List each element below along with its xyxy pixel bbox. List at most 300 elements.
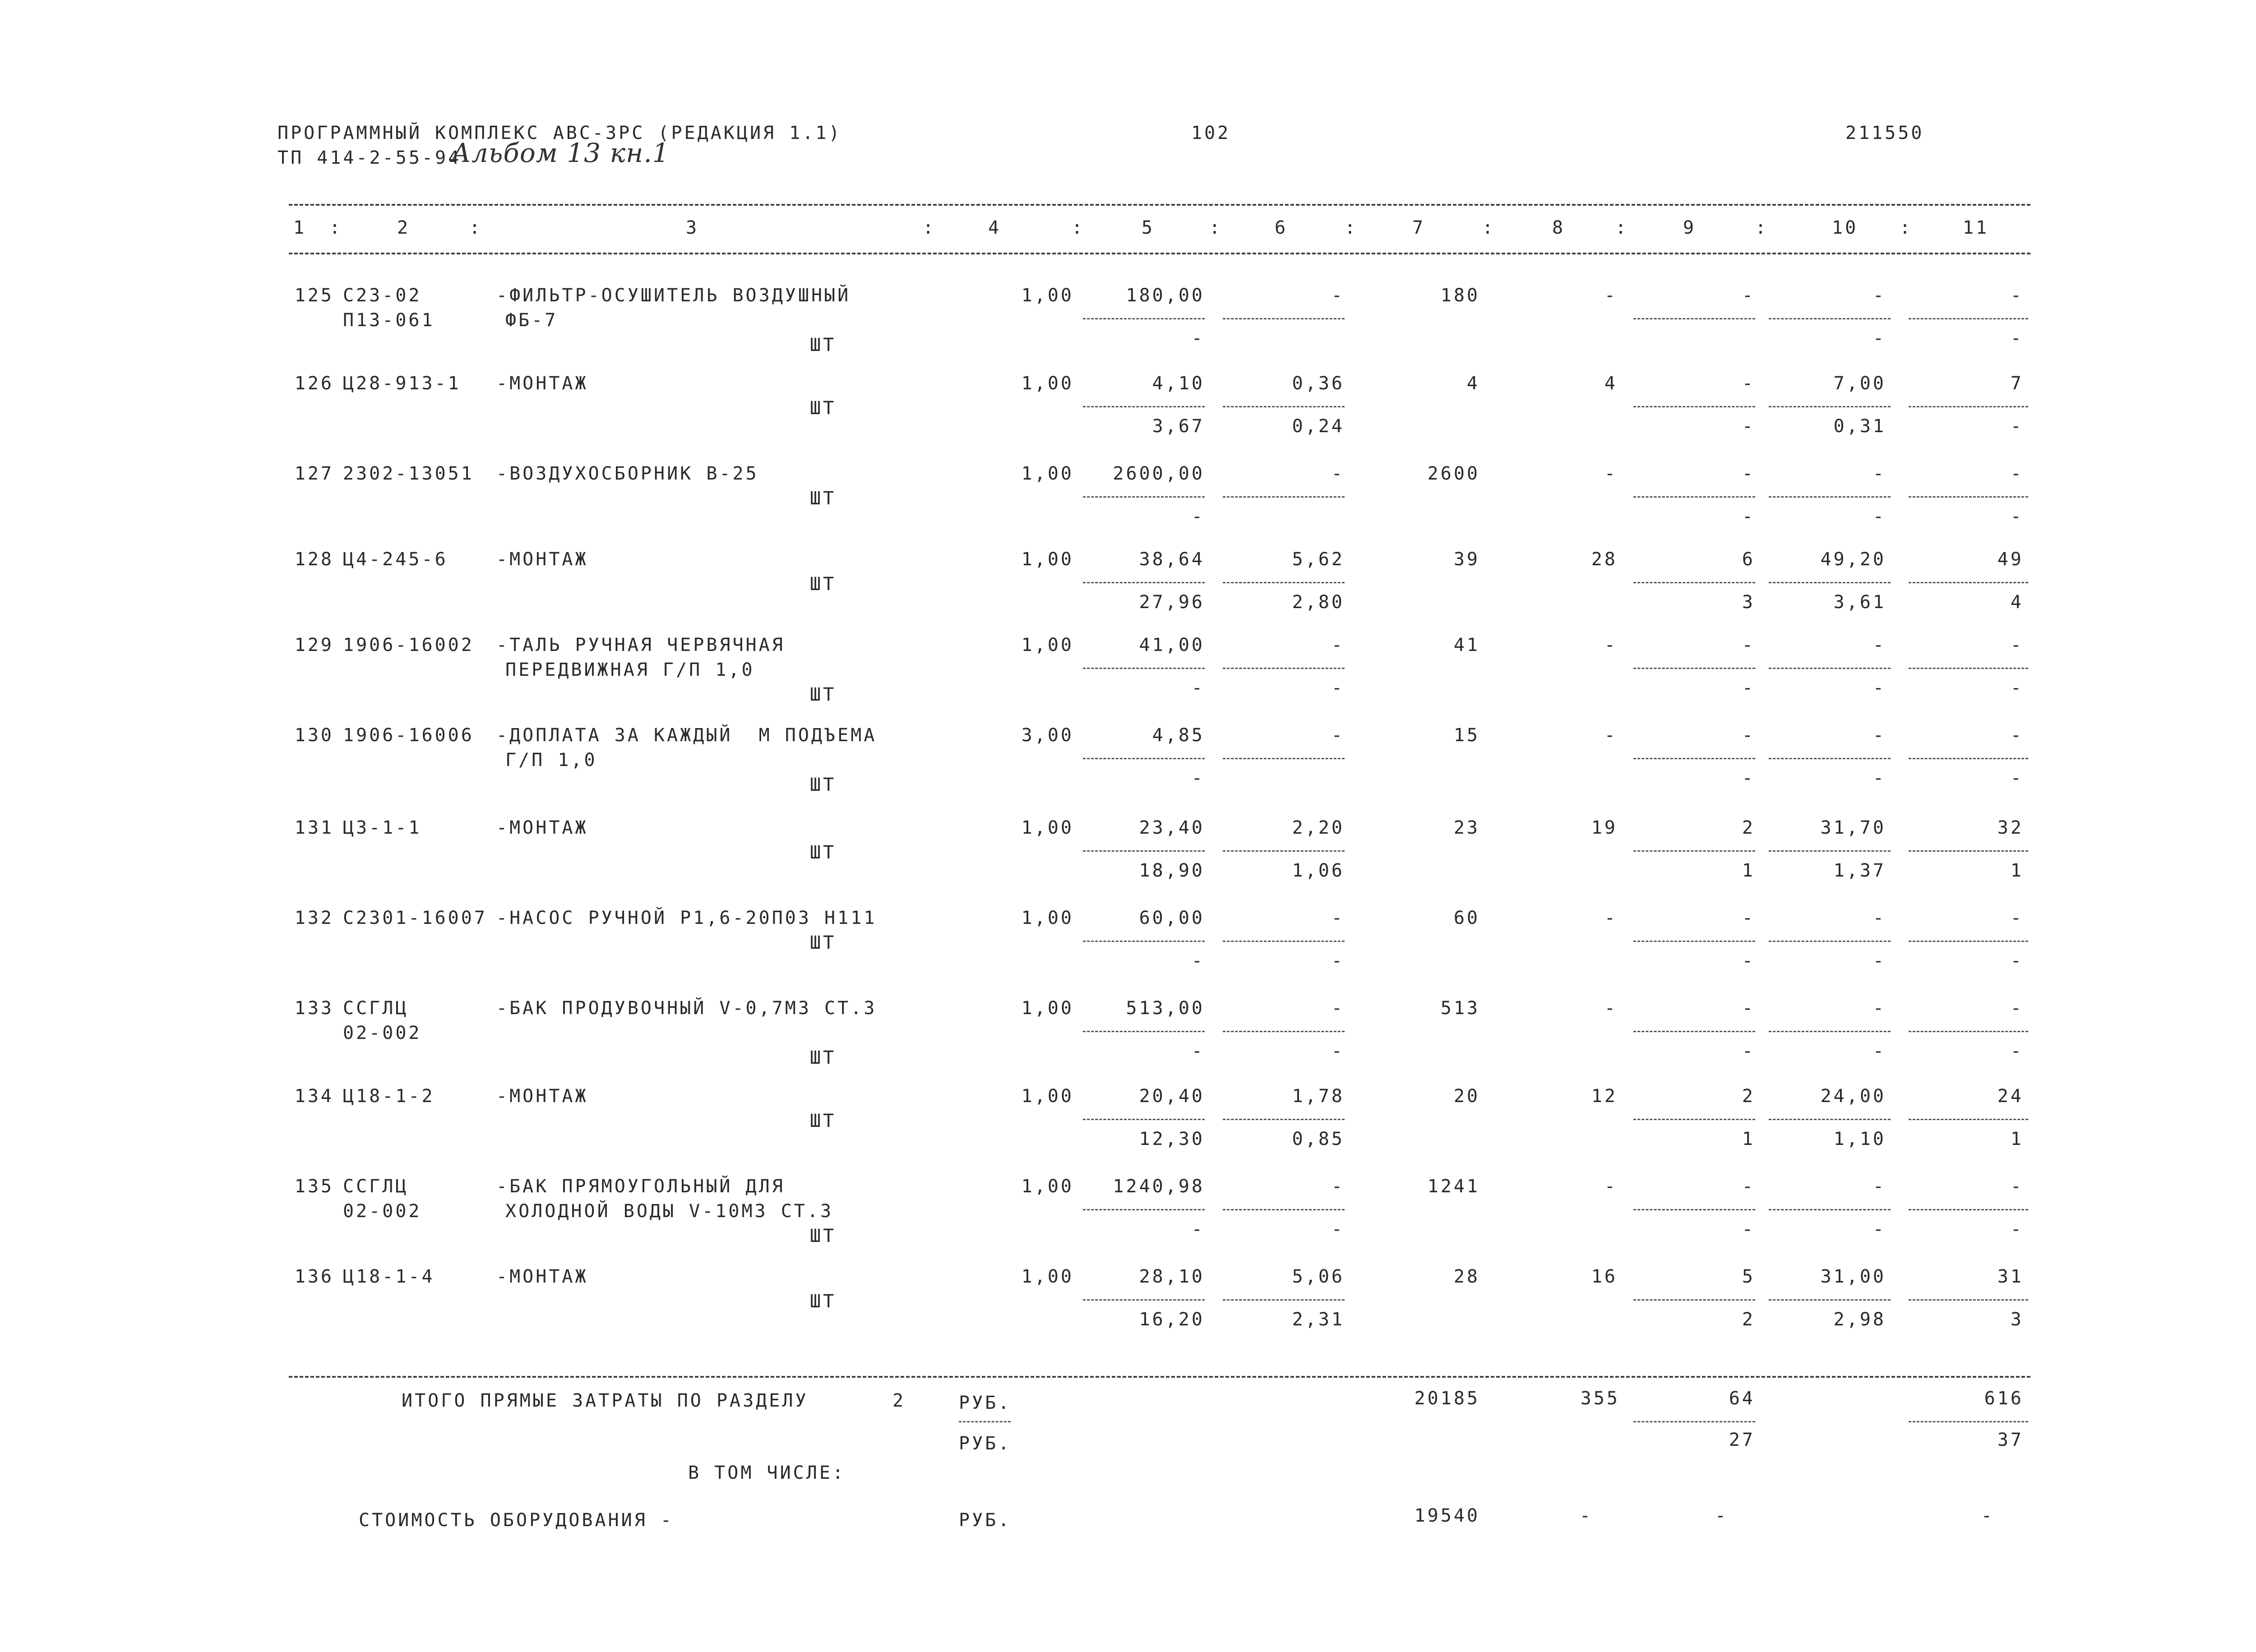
row-col9: - <box>1742 635 1755 655</box>
col10-rule <box>1769 1119 1891 1120</box>
row-qty: 1,00 <box>1021 1266 1074 1287</box>
row-number: 135 <box>294 1176 334 1197</box>
row-col11: 24 <box>1997 1086 2024 1107</box>
col5-rule <box>1083 318 1205 319</box>
row-col8: - <box>1604 725 1618 746</box>
row-col6: - <box>1331 725 1345 746</box>
row-col8: - <box>1604 998 1618 1019</box>
row-col11: - <box>2010 285 2024 306</box>
row-name: -МОНТАЖ <box>496 1266 588 1287</box>
row-code-line2: 02-002 <box>343 1023 422 1043</box>
row-col5: 513,00 <box>1126 998 1205 1019</box>
column-separator: : <box>1209 217 1223 238</box>
row-col6: - <box>1331 1176 1345 1197</box>
row-qty: 1,00 <box>1021 1086 1074 1107</box>
col9-rule <box>1633 406 1755 407</box>
column-separator: : <box>923 217 936 238</box>
row-col10-lower: - <box>1872 328 1886 349</box>
row-col6-lower: - <box>1331 678 1345 698</box>
row-col6: - <box>1331 908 1345 928</box>
row-col6: 1,78 <box>1292 1086 1345 1107</box>
row-col9: - <box>1742 373 1755 394</box>
totals-col9b: 27 <box>1729 1430 1755 1450</box>
row-col9-lower: - <box>1742 951 1755 971</box>
row-unit: ШТ <box>810 1111 837 1131</box>
row-col6-lower: 0,85 <box>1292 1129 1345 1149</box>
row-col11-lower: - <box>2010 328 2024 349</box>
row-qty: 1,00 <box>1021 549 1074 570</box>
totals-section: 2 <box>892 1390 906 1411</box>
col10-rule <box>1769 318 1891 319</box>
row-col11-lower: 3 <box>2010 1309 2024 1330</box>
row-col9: - <box>1742 908 1755 928</box>
totals-col9: 64 <box>1729 1388 1755 1409</box>
row-col9-lower: - <box>1742 678 1755 698</box>
row-col5-lower: 16,20 <box>1139 1309 1205 1330</box>
row-code: Ц18-1-4 <box>343 1266 435 1287</box>
row-col9: 6 <box>1742 549 1755 570</box>
row-name-line2: ФБ-7 <box>505 310 558 331</box>
col10-rule <box>1769 1299 1891 1301</box>
row-unit: ШТ <box>810 1226 837 1246</box>
column-header-1: 1 <box>293 217 307 238</box>
row-qty: 1,00 <box>1021 463 1074 484</box>
row-col5: 28,10 <box>1139 1266 1205 1287</box>
row-col10: - <box>1872 463 1886 484</box>
column-header-11: 11 <box>1963 217 1989 238</box>
row-col7: 60 <box>1453 908 1480 928</box>
row-col5-lower: - <box>1191 678 1205 698</box>
row-col5: 20,40 <box>1139 1086 1205 1107</box>
row-col11: 31 <box>1997 1266 2024 1287</box>
row-col6: 2,20 <box>1292 817 1345 838</box>
row-unit: ШТ <box>810 775 837 795</box>
col10-rule <box>1769 496 1891 498</box>
column-header-2: 2 <box>397 217 411 238</box>
column-header-8: 8 <box>1552 217 1566 238</box>
row-number: 132 <box>294 908 334 928</box>
col5-rule <box>1083 1299 1205 1301</box>
row-col6-lower: - <box>1331 951 1345 971</box>
equipment-col8: - <box>1579 1505 1593 1526</box>
row-qty: 1,00 <box>1021 817 1074 838</box>
col11-rule <box>1909 1031 2028 1032</box>
row-number: 127 <box>294 463 334 484</box>
row-col9: 2 <box>1742 1086 1755 1107</box>
row-col9: - <box>1742 285 1755 306</box>
row-col11: - <box>2010 725 2024 746</box>
col11-rule <box>1909 496 2028 498</box>
row-col11-lower: 4 <box>2010 592 2024 613</box>
totals-col11: 616 <box>1984 1388 2024 1409</box>
row-col8: - <box>1604 285 1618 306</box>
row-col11: - <box>2010 1176 2024 1197</box>
row-qty: 1,00 <box>1021 635 1074 655</box>
row-number: 125 <box>294 285 334 306</box>
row-col10: - <box>1872 998 1886 1019</box>
row-code: ССГЛЦ <box>343 998 409 1019</box>
row-col9-lower: 1 <box>1742 860 1755 881</box>
row-col10-lower: 3,61 <box>1833 592 1886 613</box>
column-separator: : <box>1755 217 1769 238</box>
row-col11: 32 <box>1997 817 2024 838</box>
row-col5-lower: - <box>1191 1041 1205 1061</box>
row-col6-lower: - <box>1331 1219 1345 1240</box>
row-col8: 12 <box>1591 1086 1618 1107</box>
row-name-line2: ПЕРЕДВИЖНАЯ Г/П 1,0 <box>505 660 755 680</box>
column-separator: : <box>329 217 343 238</box>
row-code-line2: 02-002 <box>343 1201 422 1222</box>
row-col6: - <box>1331 463 1345 484</box>
row-col11: - <box>2010 998 2024 1019</box>
equipment-col11: - <box>1981 1505 1994 1526</box>
row-name: -МОНТАЖ <box>496 549 588 570</box>
row-name-line2: ХОЛОДНОЙ ВОДЫ V-10М3 СТ.3 <box>505 1201 834 1222</box>
row-unit: ШТ <box>810 1291 837 1312</box>
row-code: Ц18-1-2 <box>343 1086 435 1107</box>
row-col7: 1241 <box>1427 1176 1480 1197</box>
row-code: Ц3-1-1 <box>343 817 422 838</box>
row-col5: 2600,00 <box>1113 463 1205 484</box>
row-name: -ДОПЛАТА ЗА КАЖДЫЙ М ПОДЪЕМА <box>496 725 877 746</box>
row-col10: - <box>1872 725 1886 746</box>
col6-rule <box>1223 406 1345 407</box>
row-col10: 31,70 <box>1820 817 1886 838</box>
row-name-line2: Г/П 1,0 <box>505 750 597 771</box>
col5-rule <box>1083 668 1205 669</box>
program-title: ПРОГРАММНЫЙ КОМПЛЕКС АВС-3РС (РЕДАКЦИЯ 1.1) <box>277 123 842 143</box>
row-col6-lower: 2,31 <box>1292 1309 1345 1330</box>
document-code: 211550 <box>1845 123 1924 143</box>
row-code-line2: П13-061 <box>343 310 435 331</box>
row-col11-lower: - <box>2010 1219 2024 1240</box>
row-qty: 1,00 <box>1021 998 1074 1019</box>
row-col9: - <box>1742 998 1755 1019</box>
row-unit: ШТ <box>810 932 837 953</box>
row-qty: 1,00 <box>1021 373 1074 394</box>
equipment-col9: - <box>1715 1505 1728 1526</box>
col11-rule <box>1909 1209 2028 1210</box>
col6-rule <box>1223 496 1345 498</box>
row-unit: ШТ <box>810 1047 837 1068</box>
row-col5: 180,00 <box>1126 285 1205 306</box>
row-col6-lower: - <box>1331 1041 1345 1061</box>
column-separator: : <box>1482 217 1496 238</box>
col10-rule <box>1769 668 1891 669</box>
row-col5: 1240,98 <box>1113 1176 1205 1197</box>
column-separator: : <box>1072 217 1085 238</box>
row-col10-lower: 1,37 <box>1833 860 1886 881</box>
row-col10-lower: - <box>1872 1219 1886 1240</box>
totals-unit: РУБ. <box>959 1393 1012 1413</box>
row-col10-lower: 1,10 <box>1833 1129 1886 1149</box>
row-col6: - <box>1331 635 1345 655</box>
row-code: С23-02 <box>343 285 422 306</box>
totals-col9-rule <box>1633 1421 1755 1422</box>
col5-rule <box>1083 1031 1205 1032</box>
row-col7: 2600 <box>1427 463 1480 484</box>
row-number: 126 <box>294 373 334 394</box>
row-col9: - <box>1742 725 1755 746</box>
row-qty: 3,00 <box>1021 725 1074 746</box>
col11-rule <box>1909 668 2028 669</box>
col11-rule <box>1909 1119 2028 1120</box>
row-col6: 5,06 <box>1292 1266 1345 1287</box>
col5-rule <box>1083 850 1205 852</box>
totals-col8: 355 <box>1580 1388 1620 1409</box>
row-qty: 1,00 <box>1021 285 1074 306</box>
row-col5-lower: - <box>1191 768 1205 789</box>
row-col5-lower: 27,96 <box>1139 592 1205 613</box>
totals-unit2: РУБ. <box>959 1433 1012 1454</box>
col6-rule <box>1223 1031 1345 1032</box>
row-col7: 180 <box>1440 285 1480 306</box>
row-col11-lower: - <box>2010 951 2024 971</box>
row-col10: 31,00 <box>1820 1266 1886 1287</box>
row-col6-lower: 2,80 <box>1292 592 1345 613</box>
row-col5-lower: - <box>1191 951 1205 971</box>
column-separator: : <box>1615 217 1629 238</box>
row-unit: ШТ <box>810 335 837 355</box>
row-col10-lower: - <box>1872 678 1886 698</box>
totals-col11-rule <box>1909 1421 2028 1422</box>
row-col8: - <box>1604 463 1618 484</box>
row-col11-lower: - <box>2010 416 2024 437</box>
row-col10-lower: - <box>1872 1041 1886 1061</box>
column-header-10: 10 <box>1832 217 1858 238</box>
col11-rule <box>1909 758 2028 759</box>
row-name: -ФИЛЬТР-ОСУШИТЕЛЬ ВОЗДУШНЫЙ <box>496 285 851 306</box>
row-col8: 4 <box>1604 373 1618 394</box>
col6-rule <box>1223 941 1345 942</box>
col6-rule <box>1223 850 1345 852</box>
col6-rule <box>1223 668 1345 669</box>
col9-rule <box>1633 1209 1755 1210</box>
totals-col11b: 37 <box>1997 1430 2024 1450</box>
column-header-4: 4 <box>988 217 1002 238</box>
row-qty: 1,00 <box>1021 908 1074 928</box>
row-col7: 39 <box>1453 549 1480 570</box>
col6-rule <box>1223 758 1345 759</box>
row-name: -МОНТАЖ <box>496 373 588 394</box>
row-name: -БАК ПРЯМОУГОЛЬНЫЙ ДЛЯ <box>496 1176 785 1197</box>
row-col8: 19 <box>1591 817 1618 838</box>
row-col10-lower: - <box>1872 506 1886 527</box>
totals-label: ИТОГО ПРЯМЫЕ ЗАТРАТЫ ПО РАЗДЕЛУ <box>402 1390 809 1411</box>
row-col9-lower: 3 <box>1742 592 1755 613</box>
col5-rule <box>1083 941 1205 942</box>
row-col7: 41 <box>1453 635 1480 655</box>
row-col11-lower: 1 <box>2010 1129 2024 1149</box>
row-col11: - <box>2010 908 2024 928</box>
row-col11-lower: - <box>2010 768 2024 789</box>
col9-rule <box>1633 758 1755 759</box>
row-col11: 7 <box>2010 373 2024 394</box>
project-code: ТП 414-2-55-94 <box>277 148 462 168</box>
column-separator: : <box>1345 217 1358 238</box>
row-unit: ШТ <box>810 398 837 419</box>
row-code: 1906-16006 <box>343 725 474 746</box>
row-col9-lower: 1 <box>1742 1129 1755 1149</box>
col6-rule <box>1223 1299 1345 1301</box>
row-col10-lower: - <box>1872 768 1886 789</box>
row-col5: 4,10 <box>1152 373 1205 394</box>
row-qty: 1,00 <box>1021 1176 1074 1197</box>
row-col10: 24,00 <box>1820 1086 1886 1107</box>
row-unit: ШТ <box>810 488 837 509</box>
col5-rule <box>1083 582 1205 583</box>
col10-rule <box>1769 1031 1891 1032</box>
row-name: -БАК ПРОДУВОЧНЫЙ V-0,7М3 СТ.3 <box>496 998 877 1019</box>
row-col5-lower: 3,67 <box>1152 416 1205 437</box>
col6-rule <box>1223 582 1345 583</box>
row-col11: - <box>2010 463 2024 484</box>
totals-unit-rule <box>959 1421 1011 1422</box>
row-col10: - <box>1872 908 1886 928</box>
row-col10: - <box>1872 635 1886 655</box>
row-col8: 16 <box>1591 1266 1618 1287</box>
row-code: Ц4-245-6 <box>343 549 448 570</box>
row-col5-lower: 12,30 <box>1139 1129 1205 1149</box>
including-label: В ТОМ ЧИСЛЕ: <box>688 1463 846 1483</box>
row-col6: 5,62 <box>1292 549 1345 570</box>
column-separator: : <box>469 217 483 238</box>
row-col8: - <box>1604 1176 1618 1197</box>
row-col6-lower: 0,24 <box>1292 416 1345 437</box>
row-unit: ШТ <box>810 842 837 863</box>
row-col6: - <box>1331 998 1345 1019</box>
col5-rule <box>1083 496 1205 498</box>
row-col7: 20 <box>1453 1086 1480 1107</box>
row-col5-lower: - <box>1191 506 1205 527</box>
column-header-9: 9 <box>1683 217 1697 238</box>
col10-rule <box>1769 850 1891 852</box>
row-col11: - <box>2010 635 2024 655</box>
row-unit: ШТ <box>810 684 837 705</box>
row-number: 136 <box>294 1266 334 1287</box>
equipment-col7: 19540 <box>1414 1505 1480 1526</box>
column-header-6: 6 <box>1275 217 1288 238</box>
row-col9-lower: - <box>1742 506 1755 527</box>
row-col5: 41,00 <box>1139 635 1205 655</box>
row-col5-lower: - <box>1191 328 1205 349</box>
column-header-3: 3 <box>686 217 699 238</box>
column-header-5: 5 <box>1142 217 1155 238</box>
col9-rule <box>1633 1119 1755 1120</box>
row-col11-lower: - <box>2010 1041 2024 1061</box>
row-col11-lower: - <box>2010 506 2024 527</box>
header-bottom-rule <box>289 253 2030 254</box>
row-col10: 49,20 <box>1820 549 1886 570</box>
col9-rule <box>1633 1299 1755 1301</box>
row-col10-lower: 2,98 <box>1833 1309 1886 1330</box>
col6-rule <box>1223 1209 1345 1210</box>
col6-rule <box>1223 1119 1345 1120</box>
row-code: С2301-16007 <box>343 908 487 928</box>
row-col9: 2 <box>1742 817 1755 838</box>
col5-rule <box>1083 758 1205 759</box>
row-col10-lower: 0,31 <box>1833 416 1886 437</box>
row-col7: 15 <box>1453 725 1480 746</box>
row-name: -ВОЗДУХОСБОРНИК В-25 <box>496 463 759 484</box>
row-col9-lower: - <box>1742 1219 1755 1240</box>
row-col9-lower: 2 <box>1742 1309 1755 1330</box>
row-unit: ШТ <box>810 574 837 595</box>
row-col7: 23 <box>1453 817 1480 838</box>
col9-rule <box>1633 668 1755 669</box>
row-col7: 513 <box>1440 998 1480 1019</box>
row-col9-lower: - <box>1742 1041 1755 1061</box>
col9-rule <box>1633 496 1755 498</box>
col10-rule <box>1769 758 1891 759</box>
col11-rule <box>1909 318 2028 319</box>
row-name: -МОНТАЖ <box>496 1086 588 1107</box>
row-col9: - <box>1742 1176 1755 1197</box>
row-col9: - <box>1742 463 1755 484</box>
col9-rule <box>1633 582 1755 583</box>
row-col5: 4,85 <box>1152 725 1205 746</box>
page-number: 102 <box>1191 123 1231 143</box>
row-col6: - <box>1331 285 1345 306</box>
row-col5: 60,00 <box>1139 908 1205 928</box>
row-number: 131 <box>294 817 334 838</box>
totals-rule <box>289 1376 2030 1378</box>
col9-rule <box>1633 941 1755 942</box>
col9-rule <box>1633 1031 1755 1032</box>
row-col7: 4 <box>1466 373 1480 394</box>
column-header-7: 7 <box>1412 217 1426 238</box>
col11-rule <box>1909 406 2028 407</box>
row-col10: - <box>1872 1176 1886 1197</box>
col5-rule <box>1083 1119 1205 1120</box>
column-separator: : <box>1900 217 1913 238</box>
row-code: ССГЛЦ <box>343 1176 409 1197</box>
col6-rule <box>1223 318 1345 319</box>
col10-rule <box>1769 941 1891 942</box>
col9-rule <box>1633 850 1755 852</box>
row-col7: 28 <box>1453 1266 1480 1287</box>
row-col9-lower: - <box>1742 416 1755 437</box>
row-number: 129 <box>294 635 334 655</box>
row-col10-lower: - <box>1872 951 1886 971</box>
row-number: 134 <box>294 1086 334 1107</box>
col11-rule <box>1909 1299 2028 1301</box>
row-col6: 0,36 <box>1292 373 1345 394</box>
row-code: Ц28-913-1 <box>343 373 461 394</box>
row-col5: 23,40 <box>1139 817 1205 838</box>
header-top-rule <box>289 204 2030 206</box>
row-col9: 5 <box>1742 1266 1755 1287</box>
row-name: -МОНТАЖ <box>496 817 588 838</box>
row-number: 133 <box>294 998 334 1019</box>
col11-rule <box>1909 850 2028 852</box>
totals-col7: 20185 <box>1414 1388 1480 1409</box>
row-col11-lower: 1 <box>2010 860 2024 881</box>
equipment-label: СТОИМОСТЬ ОБОРУДОВАНИЯ - <box>359 1510 674 1531</box>
row-name: -ТАЛЬ РУЧНАЯ ЧЕРВЯЧНАЯ <box>496 635 785 655</box>
row-col8: 28 <box>1591 549 1618 570</box>
row-code: 1906-16002 <box>343 635 474 655</box>
row-col5-lower: 18,90 <box>1139 860 1205 881</box>
row-code: 2302-13051 <box>343 463 474 484</box>
col5-rule <box>1083 1209 1205 1210</box>
row-col9-lower: - <box>1742 768 1755 789</box>
col11-rule <box>1909 582 2028 583</box>
row-number: 128 <box>294 549 334 570</box>
col9-rule <box>1633 318 1755 319</box>
row-col11: 49 <box>1997 549 2024 570</box>
row-col6-lower: 1,06 <box>1292 860 1345 881</box>
